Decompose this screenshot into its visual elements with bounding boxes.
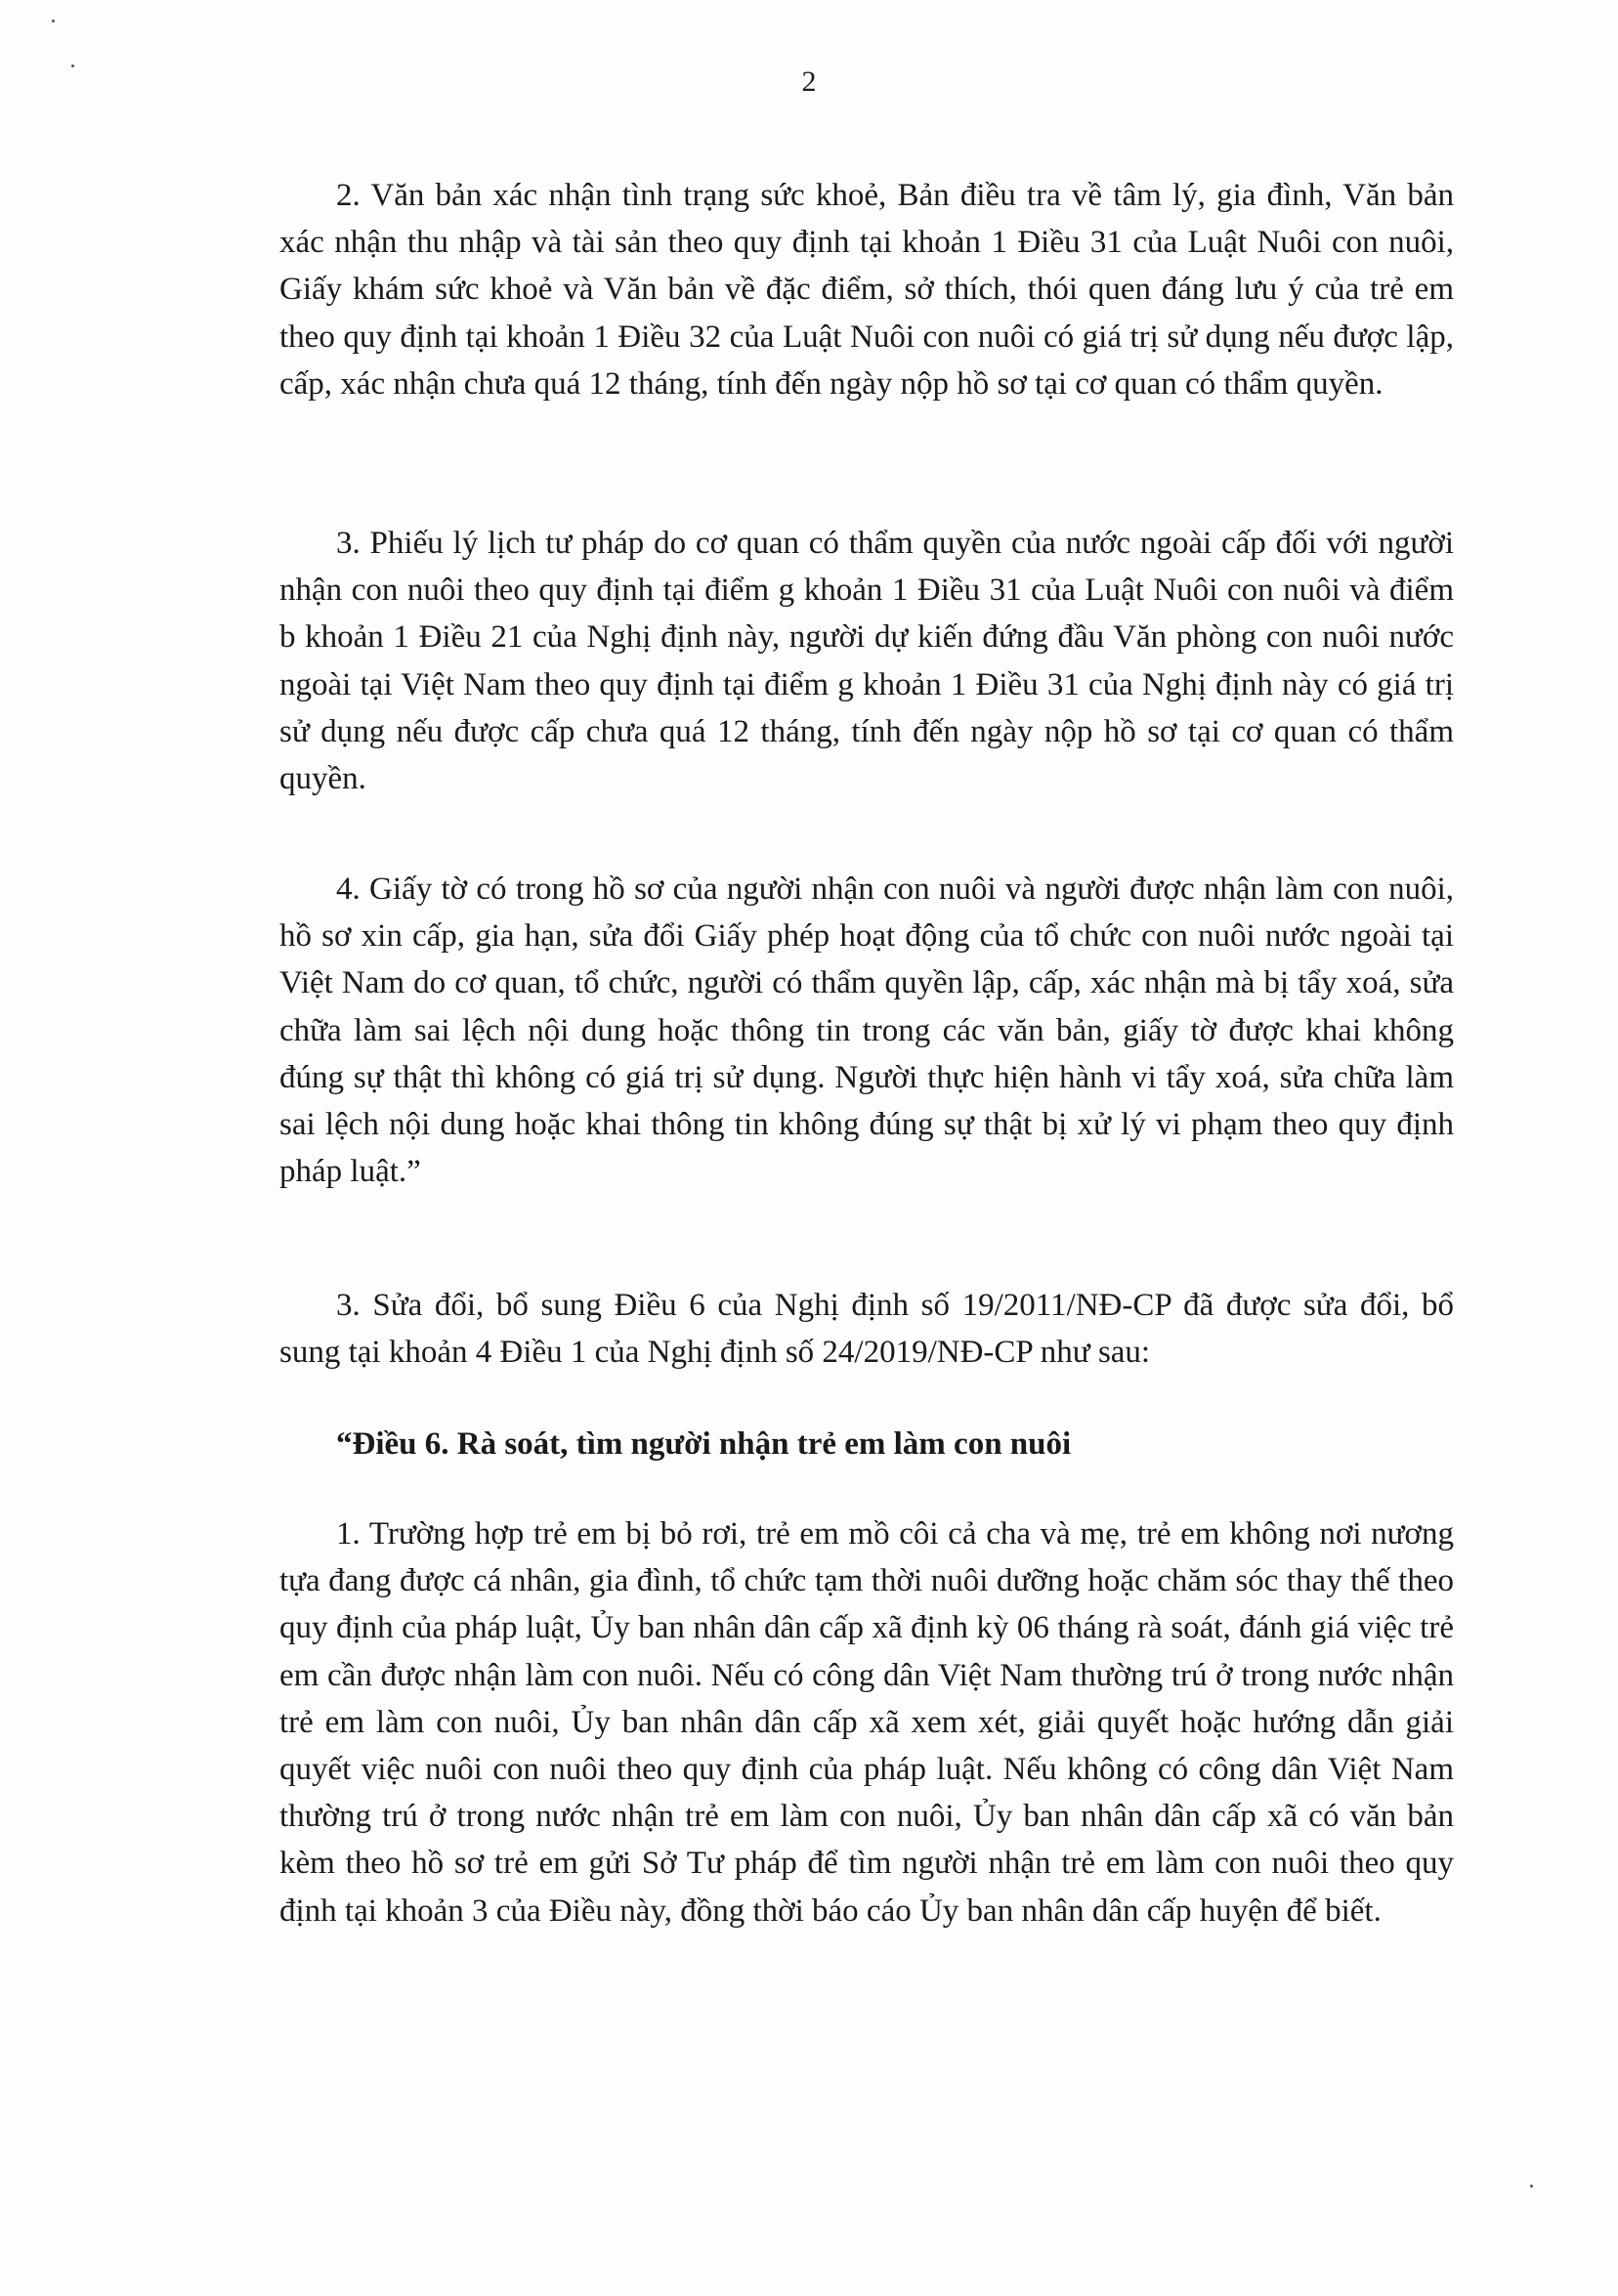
- paragraph-item-3: 3. Phiếu lý lịch tư pháp do cơ quan có thẩm quyền của nước ngoài cấp đối với người nhận con nuôi theo quy định tại điểm g khoản 1 Điều 31 của Luật Nuôi con nuôi và điểm b khoản 1 Điều 21 của Nghị định này, người dự kiến đứng đầu Văn phòng con nuôi nước ngoài tại Việt Nam theo quy định tại điểm g khoản 1 Điều 31 của Nghị định này có giá trị sử dụng nếu được cấp chưa quá 12 tháng, tính đến ngày nộp hồ sơ tại cơ quan có thẩm quyền.: [279, 526, 1454, 797]
- scan-speck: [1530, 2185, 1533, 2188]
- article-6-heading: “Điều 6. Rà soát, tìm người nhận trẻ em làm con nuôi: [336, 1426, 1072, 1462]
- scan-speck: [52, 20, 55, 22]
- paragraph-item-2: 2. Văn bản xác nhận tình trạng sức khoẻ, Bản điều tra về tâm lý, gia đình, Văn bản xác nhận thu nhập và tài sản theo quy định tại khoản 1 Điều 31 của Luật Nuôi con nuôi, Giấy khám sức khoẻ và Văn bản về đặc điểm, sở thích, thói quen đáng lưu ý của trẻ em theo quy định tại khoản 1 Điều 32 của Luật Nuôi con nuôi có giá trị sử dụng nếu được lập, cấp, xác nhận chưa quá 12 tháng, tính đến ngày nộp hồ sơ tại cơ quan có thẩm quyền.: [279, 178, 1454, 402]
- paragraph-amendment-3: 3. Sửa đổi, bổ sung Điều 6 của Nghị định số 19/2011/NĐ-CP đã được sửa đổi, bổ sung tại khoản 4 Điều 1 của Nghị định số 24/2019/NĐ-CP như sau:: [279, 1288, 1454, 1371]
- paragraph-item-4: 4. Giấy tờ có trong hồ sơ của người nhận con nuôi và người được nhận làm con nuôi, hồ sơ xin cấp, gia hạn, sửa đổi Giấy phép hoạt động của tổ chức con nuôi nước ngoài tại Việt Nam do cơ quan, tổ chức, người có thẩm quyền lập, cấp, xác nhận mà bị tẩy xoá, sửa chữa làm sai lệch nội dung hoặc thông tin trong các văn bản, giấy tờ được khai không đúng sự thật thì không có giá trị sử dụng. Người thực hiện hành vi tẩy xoá, sửa chữa làm sai lệch nội dung hoặc khai thông tin không đúng sự thật bị xử lý vi phạm theo quy định pháp luật.”: [279, 872, 1454, 1190]
- page-number: 2: [801, 65, 817, 98]
- article-6-clause-1: 1. Trường hợp trẻ em bị bỏ rơi, trẻ em mồ côi cả cha và mẹ, trẻ em không nơi nương tựa đang được cá nhân, gia đình, tổ chức tạm thời nuôi dưỡng hoặc chăm sóc thay thế theo quy định của pháp luật, Ủy ban nhân dân cấp xã định kỳ 06 tháng rà soát, đánh giá việc trẻ em cần được nhận làm con nuôi. Nếu có công dân Việt Nam thường trú ở trong nước nhận trẻ em làm con nuôi, Ủy ban nhân dân cấp xã xem xét, giải quyết hoặc hướng dẫn giải quyết việc nuôi con nuôi theo quy định của pháp luật. Nếu không có công dân Việt Nam thường trú ở trong nước nhận trẻ em làm con nuôi, Ủy ban nhân dân cấp xã có văn bản kèm theo hồ sơ trẻ em gửi Sở Tư pháp để tìm người nhận trẻ em làm con nuôi theo quy định tại khoản 3 của Điều này, đồng thời báo cáo Ủy ban nhân dân cấp huyện để biết.: [279, 1516, 1454, 1929]
